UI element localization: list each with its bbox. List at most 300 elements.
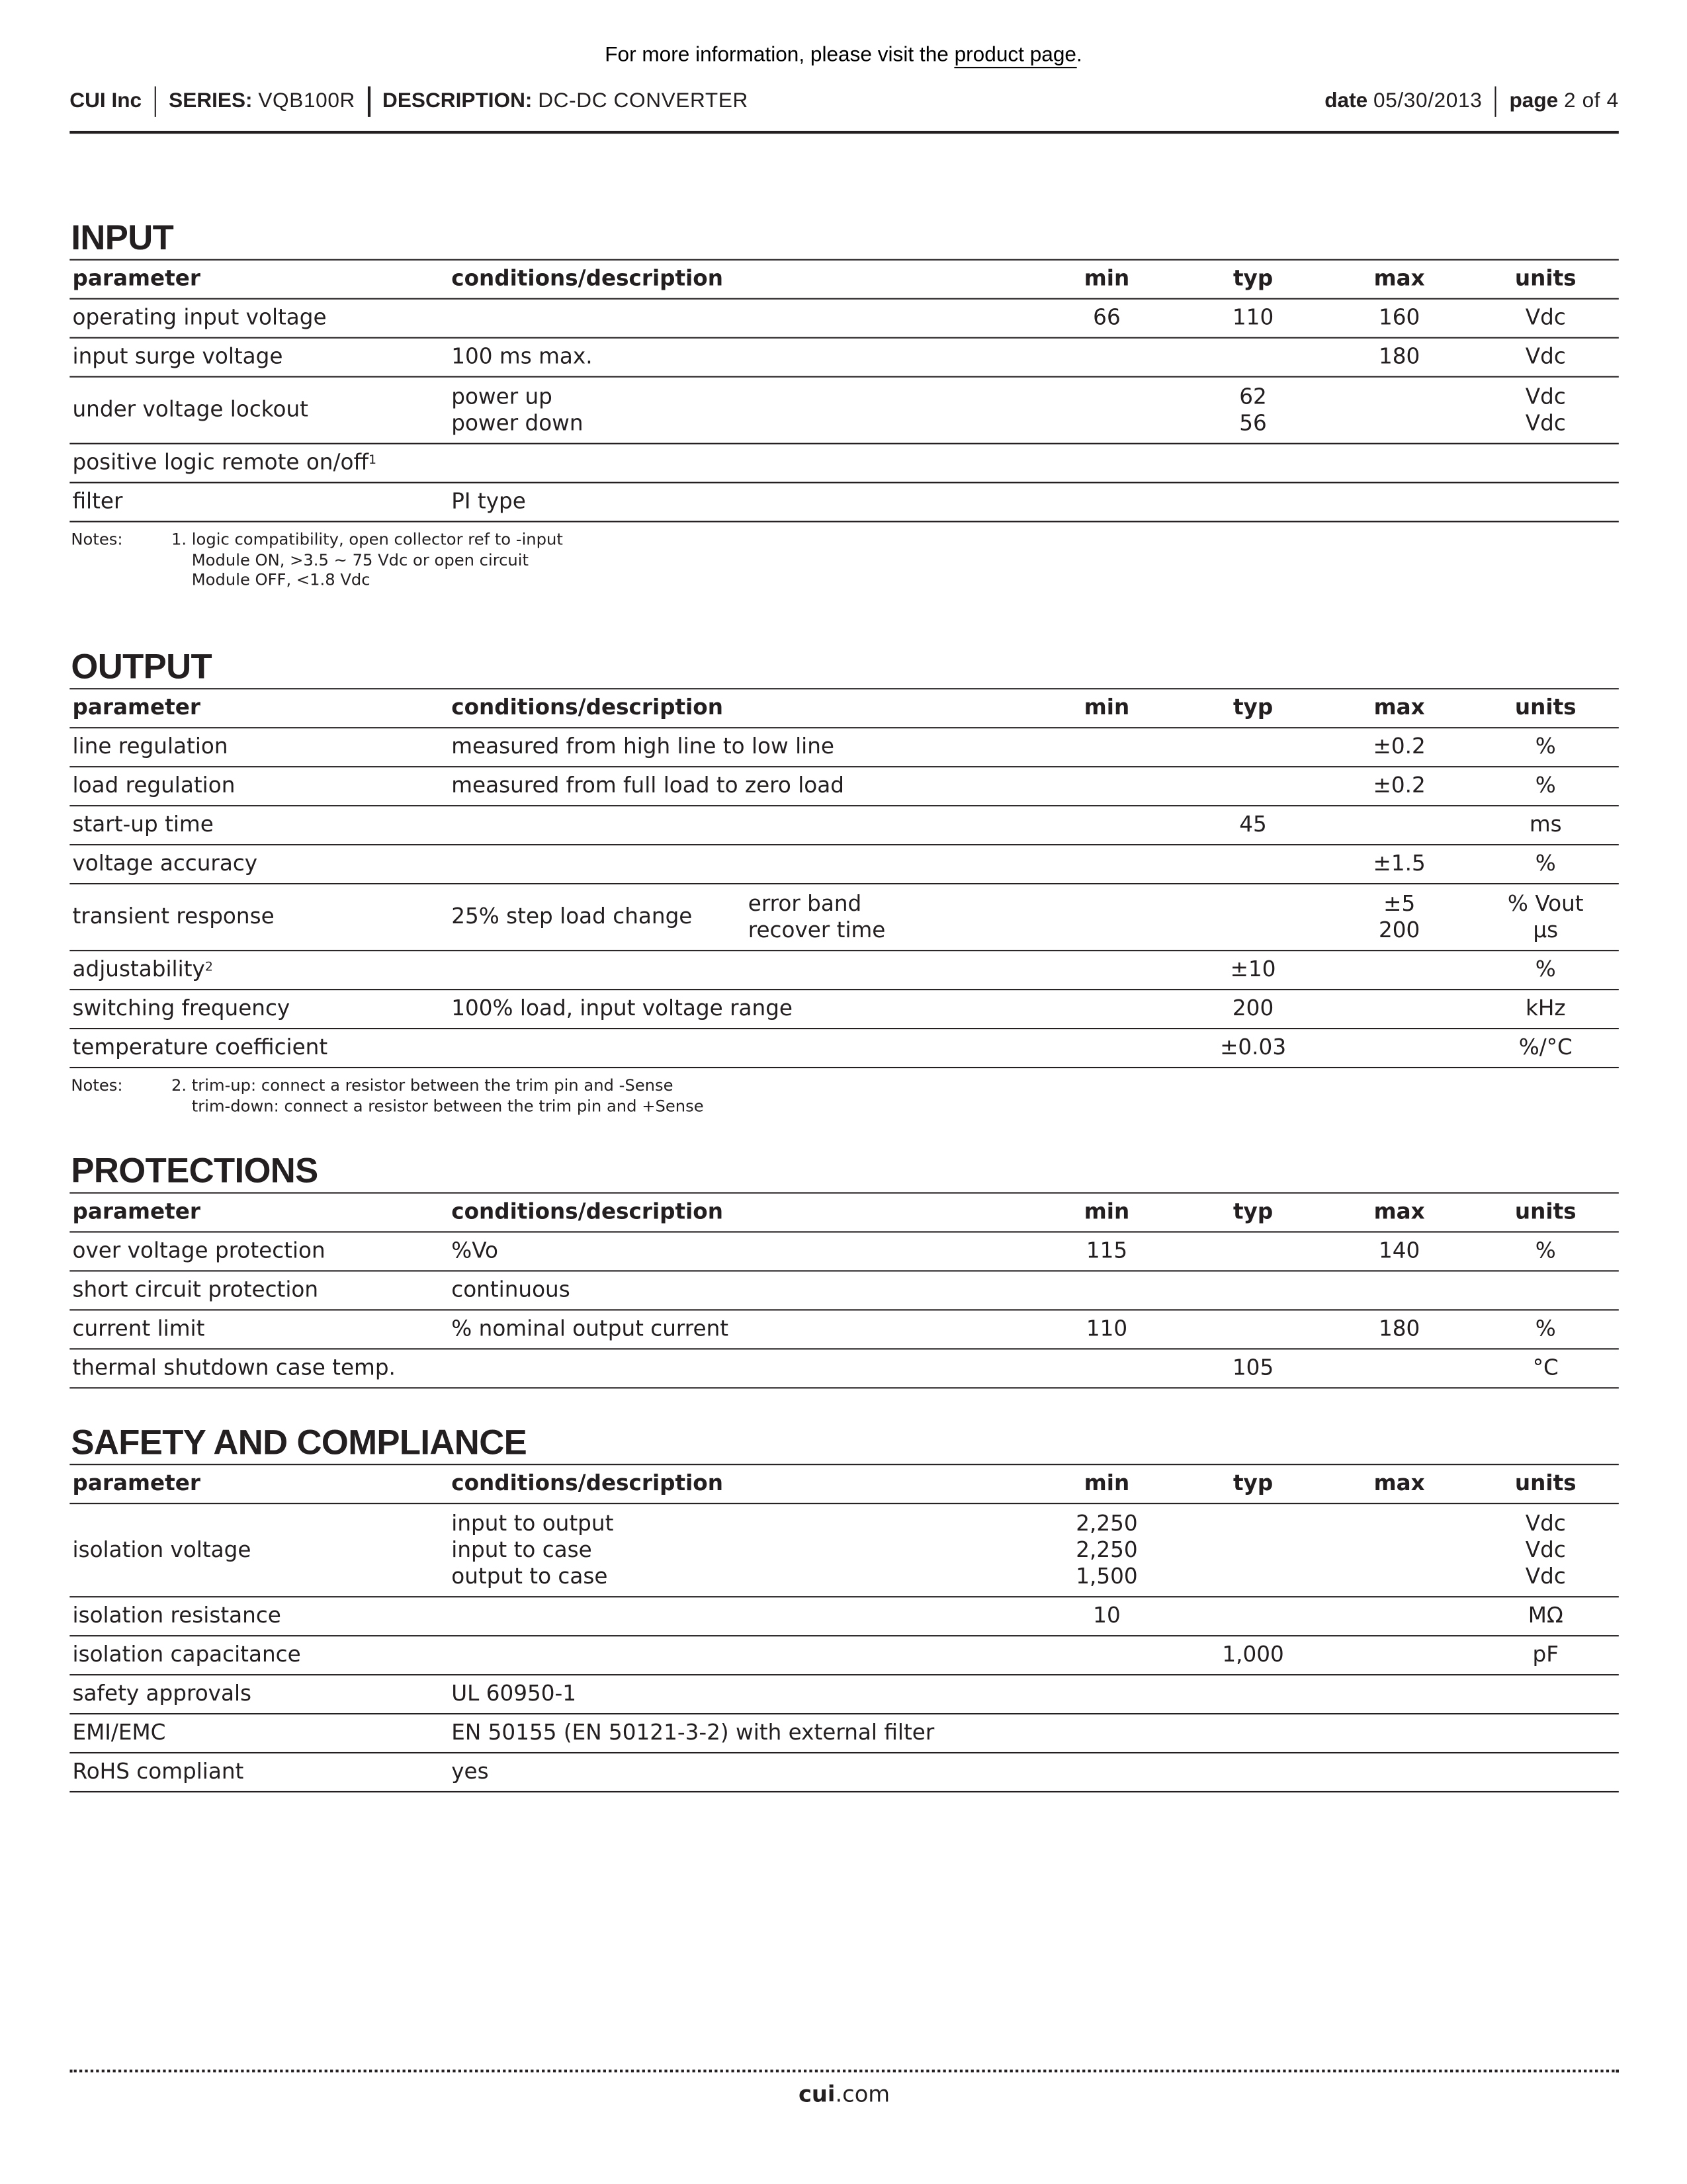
conditions-cell (451, 964, 1033, 976)
column-header: min (1084, 694, 1130, 720)
parameter-cell (69, 444, 451, 482)
parameter-cell (69, 1636, 451, 1674)
page-footer (69, 2070, 1619, 2107)
units-value: kHz (1525, 995, 1566, 1021)
min-value: 115 (1086, 1238, 1128, 1263)
table-row (69, 884, 1619, 951)
conditions-cell (451, 378, 1033, 442)
units-value: Vdc (1525, 1536, 1566, 1562)
max-value: 180 (1379, 344, 1420, 370)
conditions-main (451, 1316, 728, 1343)
note-line: Module OFF, <1.8 Vdc (171, 569, 370, 589)
typ-cell (1180, 806, 1326, 844)
condition-line: measured from high line to low line (451, 734, 834, 759)
note-line: trim-down: connect a resistor between the trim pin and +Sense (171, 1095, 704, 1115)
parameter-name: RoHS compliant (72, 1759, 244, 1785)
parameter-name: current limit (72, 1316, 205, 1341)
parameter-cell (69, 845, 451, 883)
conditions-main (451, 489, 526, 515)
typ-cell (1180, 378, 1326, 442)
column-header: typ (1233, 266, 1274, 292)
units-cell (1473, 1029, 1619, 1067)
column-header: parameter (72, 266, 200, 292)
table-header-row (69, 689, 1619, 728)
table-row (69, 1753, 1619, 1792)
table-row (69, 1504, 1619, 1597)
typ-cell (1180, 1349, 1326, 1387)
conditions-main (451, 384, 583, 437)
units-value: % (1535, 773, 1556, 798)
column-header: units (1514, 1470, 1577, 1496)
max-value: 180 (1379, 1316, 1420, 1341)
min-cell (1033, 458, 1180, 469)
parameter-name: under voltage lockout (72, 397, 308, 423)
max-cell (1326, 1233, 1473, 1271)
parameter-cell (69, 1597, 451, 1635)
parameter-cell (69, 483, 451, 521)
parameter-name: short circuit protection (72, 1277, 319, 1302)
units-cell (1473, 728, 1619, 766)
conditions-main (451, 1238, 498, 1265)
max-cell (1326, 728, 1473, 766)
typ-value: ±10 (1230, 956, 1276, 982)
units-cell (1473, 1285, 1619, 1296)
parameter-name: EMI/EMC (72, 1720, 166, 1745)
parameter-name: switching frequency (72, 995, 290, 1021)
units-value: % (1535, 956, 1556, 982)
divider (368, 87, 370, 117)
units-cell (1473, 1636, 1619, 1674)
section-title: OUTPUT (71, 648, 212, 687)
units-value: % (1535, 1316, 1556, 1341)
typ-value: 62 (1239, 384, 1267, 409)
typ-cell (1180, 911, 1326, 923)
typ-cell (1180, 1728, 1326, 1739)
column-header: parameter (72, 1199, 200, 1224)
max-cell (1326, 1285, 1473, 1296)
typ-value: ±0.03 (1220, 1034, 1287, 1060)
condition-line: % nominal output current (451, 1316, 729, 1341)
table-row (69, 483, 1619, 523)
conditions-cell (451, 458, 1033, 469)
parameter-name: voltage accuracy (72, 851, 258, 876)
conditions-cell (451, 1650, 1033, 1661)
min-cell (1033, 1233, 1180, 1271)
condition-line: input to output (451, 1510, 614, 1536)
typ-cell (1180, 1767, 1326, 1778)
typ-value: 56 (1239, 410, 1267, 436)
divider (1494, 87, 1496, 117)
min-cell (1033, 1003, 1180, 1015)
max-cell (1326, 1767, 1473, 1778)
conditions-cell (451, 1272, 1033, 1310)
column-header: conditions/description (451, 266, 723, 292)
page-label: page (1509, 89, 1559, 113)
footer-website[interactable] (69, 2081, 1619, 2107)
max-value: ±1.5 (1373, 851, 1426, 876)
units-cell (1473, 951, 1619, 989)
notes (69, 523, 1619, 590)
column-header: min (1084, 266, 1130, 292)
max-cell (1326, 1003, 1473, 1015)
units-cell (1473, 1349, 1619, 1387)
units-cell (1473, 1233, 1619, 1271)
typ-value: 200 (1232, 995, 1274, 1021)
section-safety-and-compliance (69, 1422, 1619, 1792)
min-value: 1,500 (1076, 1563, 1138, 1589)
max-cell (1326, 1650, 1473, 1661)
typ-cell (1180, 1323, 1326, 1335)
typ-cell (1180, 1246, 1326, 1257)
units-cell (1473, 1597, 1619, 1635)
units-value: Vdc (1525, 384, 1566, 409)
notes-label: Notes: (71, 529, 123, 549)
typ-cell (1180, 741, 1326, 753)
units-cell (1473, 497, 1619, 508)
parameter-name: over voltage protection (72, 1238, 325, 1263)
min-value: 66 (1093, 305, 1121, 331)
units-cell (1473, 378, 1619, 442)
min-cell (1033, 741, 1180, 753)
units-cell (1473, 845, 1619, 883)
max-cell (1326, 767, 1473, 805)
min-value: 2,250 (1076, 1510, 1138, 1536)
table-header-row (69, 1194, 1619, 1233)
section-protections (69, 1150, 1619, 1388)
typ-cell (1180, 1689, 1326, 1700)
units-cell (1473, 767, 1619, 805)
typ-value: 105 (1232, 1355, 1274, 1380)
parameter-name: input surge voltage (72, 344, 283, 370)
max-cell (1326, 1611, 1473, 1622)
notes-label: Notes: (71, 1075, 123, 1095)
notes-body (171, 1075, 1619, 1116)
units-cell (1473, 1505, 1619, 1595)
conditions-cell (451, 1233, 1033, 1271)
condition-line: PI type (451, 489, 526, 515)
conditions-main (451, 344, 592, 370)
min-cell (1033, 859, 1180, 870)
table-row (69, 378, 1619, 444)
conditions-cell (451, 859, 1033, 870)
max-cell (1326, 885, 1473, 949)
table-row (69, 845, 1619, 884)
top-note (0, 43, 1687, 67)
table-row (69, 1310, 1619, 1349)
column-header: parameter (72, 694, 200, 720)
section-title: SAFETY AND COMPLIANCE (71, 1423, 527, 1462)
table-header-row (69, 261, 1619, 300)
min-cell (1033, 1767, 1180, 1778)
conditions-cell (451, 1714, 1033, 1752)
max-cell (1326, 1689, 1473, 1700)
typ-value: 1,000 (1222, 1642, 1284, 1667)
conditions-cell (451, 1042, 1033, 1054)
max-value: 160 (1379, 305, 1420, 331)
min-cell (1033, 1042, 1180, 1054)
column-header: max (1373, 1470, 1425, 1496)
typ-cell (1180, 1636, 1326, 1674)
column-header: units (1514, 266, 1577, 292)
units-value: ms (1529, 812, 1562, 837)
column-header: max (1373, 266, 1425, 292)
conditions-main (451, 1720, 934, 1747)
units-value: Vdc (1525, 1510, 1566, 1536)
footer-domain-rest: .com (835, 2080, 890, 2107)
parameter-name: thermal shutdown case temp. (72, 1355, 396, 1380)
units-cell (1473, 1767, 1619, 1778)
parameter-cell (69, 1029, 451, 1067)
table-row (69, 1029, 1619, 1068)
min-cell (1033, 300, 1180, 337)
parameter-cell (69, 1753, 451, 1791)
conditions-cell (451, 313, 1033, 324)
date-value: 05/30/2013 (1373, 89, 1483, 113)
conditions-main (451, 1681, 576, 1708)
max-cell (1326, 497, 1473, 508)
conditions-cell (451, 990, 1033, 1028)
max-value: ±0.2 (1373, 734, 1426, 759)
units-value: %/°C (1518, 1034, 1573, 1060)
typ-cell (1180, 1544, 1326, 1556)
max-cell (1326, 405, 1473, 416)
conditions-main (451, 1759, 488, 1785)
units-cell (1473, 458, 1619, 469)
units-value: Vdc (1525, 305, 1566, 331)
min-cell (1033, 497, 1180, 508)
conditions-main (451, 734, 834, 761)
section-title: PROTECTIONS (71, 1152, 318, 1191)
parameter-cell (69, 1714, 451, 1752)
units-value: % (1535, 851, 1556, 876)
parameter-name: load regulation (72, 773, 236, 798)
min-cell (1033, 780, 1180, 792)
page-header (69, 89, 1619, 134)
typ-cell (1180, 1285, 1326, 1296)
conditions-sub (748, 891, 886, 944)
conditions-cell (451, 728, 1033, 766)
units-value: MΩ (1528, 1603, 1563, 1628)
conditions-main (451, 904, 692, 931)
units-cell (1473, 990, 1619, 1028)
parameter-cell (69, 1310, 451, 1348)
max-cell (1326, 339, 1473, 376)
min-cell (1033, 911, 1180, 923)
column-header: max (1373, 1199, 1425, 1224)
conditions-cell (451, 767, 1033, 805)
footnote-ref: 1 (368, 454, 377, 468)
max-value: ±5 (1383, 890, 1416, 916)
units-cell (1473, 885, 1619, 949)
units-cell (1473, 1310, 1619, 1348)
parameter-cell (69, 1675, 451, 1713)
parameter-cell (69, 1349, 451, 1387)
min-value: 2,250 (1076, 1536, 1138, 1562)
max-value: 140 (1379, 1238, 1420, 1263)
table-row (69, 806, 1619, 845)
series-value: VQB100R (258, 89, 355, 113)
condition-line: 100 ms max. (451, 344, 593, 370)
parameter-name: temperature coefficient (72, 1034, 328, 1060)
table-row (69, 300, 1619, 339)
max-cell (1326, 845, 1473, 883)
min-cell (1033, 819, 1180, 831)
parameter-name: line regulation (72, 734, 228, 759)
min-cell (1033, 1310, 1180, 1348)
units-value: Vdc (1525, 1563, 1566, 1589)
condition-line: power up (451, 384, 552, 409)
table-row (69, 1272, 1619, 1311)
footer-domain-bold: cui (798, 2080, 836, 2107)
max-cell (1326, 458, 1473, 469)
spec-table (69, 259, 1619, 523)
parameter-cell (69, 990, 451, 1028)
condition-line: continuous (451, 1277, 570, 1302)
company-name: CUI Inc (69, 89, 142, 113)
typ-cell (1180, 1611, 1326, 1622)
section-title: INPUT (71, 218, 174, 258)
conditions-cell (451, 890, 1033, 943)
top-note-text: For more information, please visit the (605, 43, 955, 67)
min-cell (1033, 1689, 1180, 1700)
column-header: parameter (72, 1470, 200, 1496)
typ-cell (1180, 497, 1326, 508)
table-row (69, 1233, 1619, 1272)
parameter-name: transient response (72, 903, 275, 929)
parameter-name: isolation resistance (72, 1603, 281, 1628)
note-line: 1. logic compatibility, open collector ref to -input (171, 529, 563, 549)
min-cell (1033, 1728, 1180, 1739)
typ-cell (1180, 990, 1326, 1028)
units-cell (1473, 1689, 1619, 1700)
max-value: 200 (1379, 917, 1420, 943)
section-input (69, 217, 1619, 589)
typ-value: 45 (1239, 812, 1267, 837)
typ-cell (1180, 458, 1326, 469)
units-value: Vdc (1525, 344, 1566, 370)
parameter-name: start-up time (72, 812, 214, 837)
parameter-cell (69, 767, 451, 805)
column-header: min (1084, 1199, 1130, 1224)
footnote-ref: 2 (204, 960, 213, 975)
table-row (69, 767, 1619, 806)
conditions-main (451, 1511, 613, 1590)
parameter-name: isolation capacitance (72, 1642, 301, 1667)
units-value: Vdc (1525, 410, 1566, 436)
column-header: conditions/description (451, 694, 723, 720)
condition-line: EN 50155 (EN 50121-3-2) with external filter (451, 1720, 935, 1745)
units-value: μs (1533, 917, 1559, 943)
parameter-cell (69, 951, 451, 989)
spec-table (69, 688, 1619, 1068)
min-value: 110 (1086, 1316, 1128, 1341)
conditions-main (451, 773, 844, 800)
parameter-cell (69, 392, 451, 429)
min-cell (1033, 1650, 1180, 1661)
parameter-cell (69, 728, 451, 766)
column-header: min (1084, 1470, 1130, 1496)
page-number: 2 of 4 (1563, 89, 1619, 113)
typ-cell (1180, 352, 1326, 363)
conditions-main (451, 996, 793, 1023)
parameter-cell (69, 898, 451, 936)
units-cell (1473, 1728, 1619, 1739)
column-header: units (1514, 1199, 1577, 1224)
series-label: SERIES: (169, 89, 253, 113)
spec-table (69, 1464, 1619, 1792)
typ-cell (1180, 859, 1326, 870)
parameter-name: positive logic remote on/off (72, 450, 368, 476)
typ-cell (1180, 951, 1326, 989)
column-header: units (1514, 694, 1577, 720)
parameter-cell (69, 339, 451, 376)
max-cell (1326, 1310, 1473, 1348)
column-header: typ (1233, 1470, 1274, 1496)
parameter-name: filter (72, 489, 123, 515)
notes (69, 1068, 1619, 1116)
condition-line: 25% step load change (451, 903, 693, 929)
condition-line: recover time (748, 917, 886, 943)
min-cell (1033, 1363, 1180, 1374)
units-cell (1473, 339, 1619, 376)
parameter-name: operating input voltage (72, 305, 327, 331)
units-value: % (1535, 734, 1556, 759)
max-cell (1326, 964, 1473, 976)
note-line: 2. trim-up: connect a resistor between the trim pin and -Sense (171, 1075, 673, 1095)
min-cell (1033, 1597, 1180, 1635)
max-value: ±0.2 (1373, 773, 1426, 798)
conditions-cell (451, 339, 1033, 376)
column-header: max (1373, 694, 1425, 720)
table-row (69, 1349, 1619, 1388)
table-row (69, 951, 1619, 990)
condition-line: output to case (451, 1563, 608, 1589)
typ-cell (1180, 300, 1326, 337)
max-cell (1326, 300, 1473, 337)
max-cell (1326, 1728, 1473, 1739)
conditions-cell (451, 1505, 1033, 1595)
product-page-link[interactable]: product page (955, 43, 1076, 68)
max-cell (1326, 1042, 1473, 1054)
parameter-name: safety approvals (72, 1681, 252, 1706)
parameter-cell (69, 1531, 451, 1569)
min-cell (1033, 405, 1180, 416)
parameter-name: adjustability (72, 956, 205, 982)
condition-line: input to case (451, 1536, 592, 1562)
spec-table (69, 1192, 1619, 1388)
conditions-cell (451, 819, 1033, 831)
typ-cell (1180, 780, 1326, 792)
condition-line: power down (451, 410, 584, 436)
conditions-cell (451, 1310, 1033, 1348)
table-row (69, 339, 1619, 378)
table-row (69, 1597, 1619, 1636)
typ-cell (1180, 1029, 1326, 1067)
conditions-cell (451, 1675, 1033, 1713)
units-value: % (1535, 1238, 1556, 1263)
units-value: pF (1532, 1642, 1559, 1667)
table-row (69, 728, 1619, 767)
divider (154, 87, 156, 117)
condition-line: yes (451, 1759, 489, 1785)
typ-value: 110 (1232, 305, 1274, 331)
parameter-cell (69, 1233, 451, 1271)
min-value: 10 (1093, 1603, 1121, 1628)
max-cell (1326, 1363, 1473, 1374)
note-line: Module ON, >3.5 ~ 75 Vdc or open circuit (171, 549, 529, 569)
conditions-main (451, 1277, 570, 1304)
min-cell (1033, 352, 1180, 363)
